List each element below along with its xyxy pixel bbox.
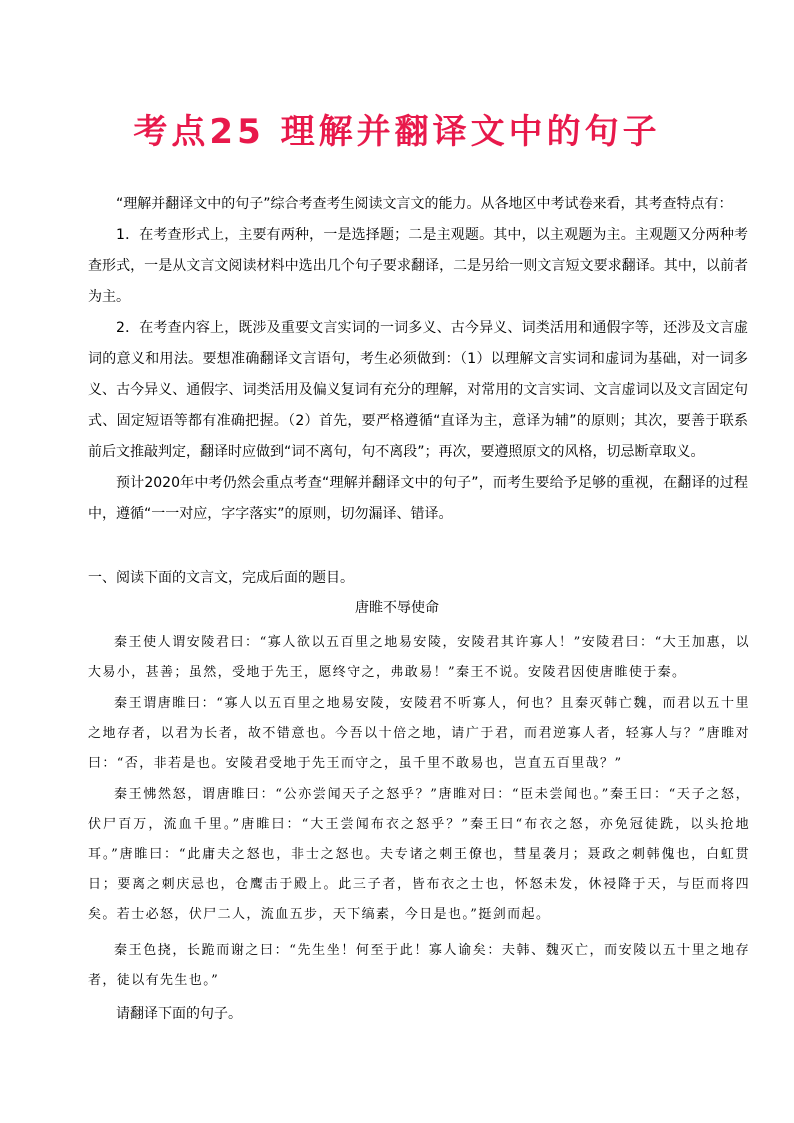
point-2-paragraph: 2．在考查内容上，既涉及重要文言实词的一词多义、古今异义、词类活用和通假字等，还涉及文言虚词的意义和用法。要想准确翻译文言语句，考生必须做到：（1）以理解文言实词和虚词为基础，对一词多义、古今异义、通假字、词类活用及偏义复词有充分的理解，对常用的文言实词、文言虚词以及文言固定句式、固定短语等都有准确把握。（2）首先，要严格遵循“直译为主，意译为辅”的原则；其次，要善于联系前后文推敲判定，翻译时应做到“词不离句，句不离段”；再次，要遵照原文的风格，切忌断章取义。 — [88, 320, 748, 460]
passage-paragraph-2: 秦王谓唐睢曰：“寡人以五百里之地易安陵，安陵君不听寡人，何也？且秦灭韩亡魏，而君以五十里之地存者，以君为长者，故不错意也。今吾以十倍之地，请广于君，而君逆寡人者，轻寡人与？”唐睢对曰：“否，非若是也。安陵君受地于先王而守之，虽千里不敢易也，岂直五百里哉？” — [88, 696, 750, 771]
intro-paragraph: “理解并翻译文中的句子”综合考查考生阅读文言文的能力。从各地区中考试卷来看，其考查特点有： — [116, 196, 733, 212]
page-title: 考点25 理解并翻译文中的句子 — [133, 112, 661, 152]
translation-instruction: 请翻译下面的句子。 — [116, 1006, 242, 1022]
passage-paragraph-1: 秦王使人谓安陵君曰：“寡人欲以五百里之地易安陵，安陵君其许寡人！”安陵君曰：“大王加惠，以大易小，甚善；虽然，受地于先王，愿终守之，弗敢易！”秦王不说。安陵君因使唐睢使于秦。 — [88, 635, 750, 680]
question-prompt: 一、阅读下面的文言文，完成后面的题目。 — [88, 570, 354, 586]
point-1-paragraph: 1．在考查形式上，主要有两种，一是选择题；二是主观题。其中，以主观题为主。主观题又分两种考查形式，一是从文言文阅读材料中选出几个句子要求翻译，二是另给一则文言短文要求翻译。其中，以前者为主。 — [88, 227, 748, 305]
forecast-paragraph: 预计2020年中考仍然会重点考查“理解并翻译文中的句子”，而考生要给予足够的重视，在翻译的过程中，遵循“一一对应，字字落实”的原则，切勿漏译、错译。 — [88, 475, 748, 522]
passage-title: 唐睢不辱使命 — [355, 600, 439, 616]
passage-paragraph-4: 秦王色挠，长跪而谢之曰：“先生坐！何至于此！寡人谕矣：夫韩、魏灭亡，而安陵以五十里之地存者，徒以有先生也。” — [88, 943, 750, 988]
passage-paragraph-3: 秦王怫然怒，谓唐睢曰：“公亦尝闻天子之怒乎？”唐睢对曰：“臣未尝闻也。”秦王曰：“天子之怒，伏尸百万，流血千里。”唐睢曰：“大王尝闻布衣之怒乎？”秦王曰“布衣之怒，亦免冠徒跣，以头抢地耳。”唐睢曰：“此庸夫之怒也，非士之怒也。夫专诸之刺王僚也，彗星袭月；聂政之刺韩傀也，白虹贯日；要离之刺庆忌也，仓鹰击于殿上。此三子者，皆布衣之士也，怀怒未发，休祲降于天，与臣而将四矣。若士必怒，伏尸二人，流血五步，天下缟素，今日是也。”挺剑而起。 — [88, 787, 750, 922]
